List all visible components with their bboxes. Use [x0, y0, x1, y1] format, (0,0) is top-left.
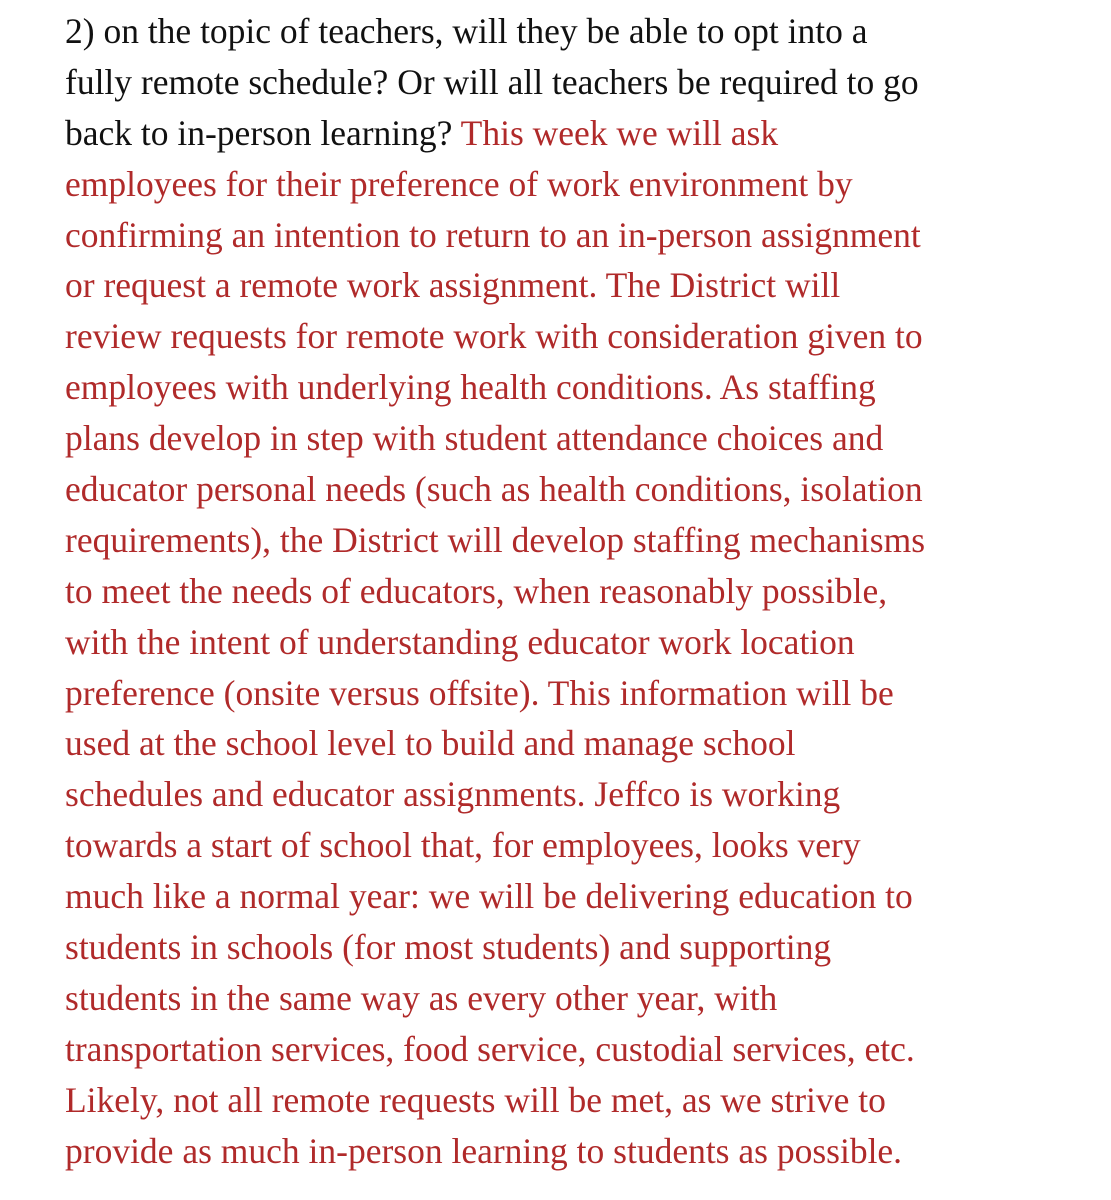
answer-text: to meet the needs of educators, when reasonably possible, — [65, 570, 888, 611]
text-line — [65, 159, 1105, 210]
text-line — [65, 718, 1105, 769]
text-line — [65, 1126, 1105, 1177]
text-line — [65, 973, 1105, 1024]
question-text: 2) on the topic of teachers, will they be able to opt into a — [65, 11, 868, 51]
answer-text: employees with underlying health conditions. As staffing — [65, 367, 876, 408]
text-line — [65, 769, 1105, 820]
question-text: back to in-person learning? — [65, 112, 461, 153]
text-line — [65, 108, 1105, 159]
text-line — [65, 871, 1105, 922]
answer-text: review requests for remote work with consideration given to — [65, 316, 923, 357]
text-line — [65, 260, 1105, 311]
text-line — [65, 668, 1105, 719]
answer-text: Likely, not all remote requests will be met, as we strive to — [65, 1079, 886, 1120]
text-line — [65, 515, 1105, 566]
answer-text: provide as much in-person learning to students as possible. — [65, 1130, 903, 1171]
text-line — [65, 413, 1105, 464]
text-line — [65, 1075, 1105, 1126]
text-line — [65, 210, 1105, 261]
answer-text: students in schools (for most students) and supporting — [65, 927, 832, 968]
answer-text: much like a normal year: we will be delivering education to — [65, 876, 913, 917]
text-line — [65, 820, 1105, 871]
text-line — [65, 922, 1105, 973]
answer-text: preference (onsite versus offsite). This information will be — [65, 672, 894, 713]
text-line — [65, 6, 1105, 57]
answer-text: with the intent of understanding educator work location — [65, 621, 855, 662]
answer-text: students in the same way as every other year, with — [65, 977, 778, 1018]
answer-text: employees for their preference of work environment by — [65, 163, 853, 204]
text-line — [65, 362, 1105, 413]
answer-text: towards a start of school that, for employees, looks very — [65, 825, 861, 866]
text-line — [65, 617, 1105, 668]
text-line — [65, 57, 1105, 108]
answer-text: confirming an intention to return to an in-person assignment — [65, 214, 921, 255]
text-line — [65, 311, 1105, 362]
document-text — [65, 6, 1105, 1176]
answer-text: educator personal needs (such as health conditions, isolation — [65, 469, 923, 510]
text-line — [65, 464, 1105, 515]
answer-text: transportation services, food service, custodial services, etc. — [65, 1028, 915, 1069]
answer-text: plans develop in step with student attendance choices and — [65, 418, 884, 459]
answer-text: used at the school level to build and manage school — [65, 723, 796, 764]
text-line — [65, 566, 1105, 617]
text-line — [65, 1024, 1105, 1075]
answer-text: This week we will ask — [460, 112, 779, 153]
answer-text: requirements), the District will develop staffing mechanisms — [65, 519, 926, 560]
answer-text: schedules and educator assignments. Jeffco is working — [65, 774, 841, 815]
question-text: fully remote schedule? Or will all teachers be required to go — [65, 61, 919, 102]
answer-text: or request a remote work assignment. The District will — [65, 265, 841, 306]
